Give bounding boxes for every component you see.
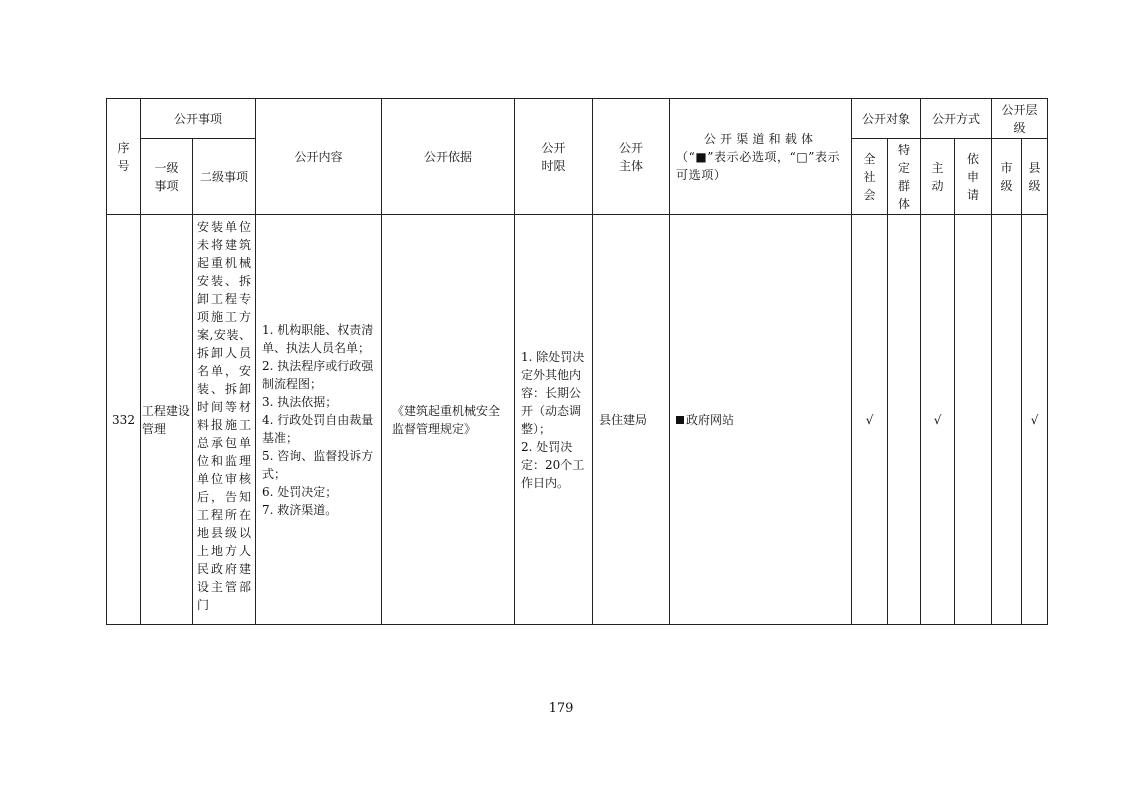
header-target-specific: 特定群体 bbox=[888, 139, 921, 215]
content-item: 7. 救济渠道。 bbox=[262, 502, 338, 517]
header-subject: 公开主体 bbox=[593, 99, 670, 215]
header-target-all: 全社会 bbox=[852, 139, 888, 215]
header-basis: 公开依据 bbox=[382, 99, 515, 215]
header-public-matters: 公开事项 bbox=[141, 99, 256, 139]
required-square-icon bbox=[676, 416, 684, 424]
header-time-limit: 公开时限 bbox=[515, 99, 593, 215]
cell-method-active: √ bbox=[921, 215, 955, 625]
channel-value: 政府网站 bbox=[686, 412, 735, 427]
cell-seq: 332 bbox=[107, 215, 141, 625]
cell-level-county: √ bbox=[1022, 215, 1048, 625]
header-method-active: 主动 bbox=[921, 139, 955, 215]
channel-legend: （“■”表示必选项，“□”表示可选项） bbox=[676, 149, 841, 182]
content-item: 6. 处罚决定； bbox=[262, 484, 338, 499]
cell-subject: 县住建局 bbox=[593, 215, 670, 625]
content-item: 5. 咨询、监督投诉方式； bbox=[262, 448, 374, 481]
header-channel bbox=[670, 99, 852, 215]
cell-content bbox=[256, 215, 382, 625]
cell-channel bbox=[670, 215, 852, 625]
header-method-request: 依申请 bbox=[955, 139, 992, 215]
disclosure-table bbox=[106, 98, 1048, 625]
header-method: 公开方式 bbox=[921, 99, 992, 139]
header-level2: 二级事项 bbox=[193, 139, 256, 215]
cell-time-limit bbox=[515, 215, 593, 625]
header-seq: 序号 bbox=[107, 99, 141, 215]
header-level-city: 市级 bbox=[992, 139, 1022, 215]
content-item: 4. 行政处罚自由裁量基准； bbox=[262, 412, 374, 445]
cell-level-city bbox=[992, 215, 1022, 625]
channel-title: 公开渠道和载体 bbox=[703, 131, 818, 146]
cell-target-all: √ bbox=[852, 215, 888, 625]
header-level1: 一级事项 bbox=[141, 139, 193, 215]
cell-level1: 工程建设管理 bbox=[141, 215, 193, 625]
cell-target-specific bbox=[888, 215, 921, 625]
cell-method-request bbox=[955, 215, 992, 625]
page-number: 179 bbox=[548, 701, 574, 716]
header-level: 公开层级 bbox=[992, 99, 1048, 139]
header-level-county: 县级 bbox=[1022, 139, 1048, 215]
content-item: 1. 机构职能、权责清单、执法人员名单； bbox=[262, 322, 374, 355]
header-content: 公开内容 bbox=[256, 99, 382, 215]
time-limit-item: 2. 处罚决定：20个工作日内。 bbox=[521, 439, 585, 490]
cell-basis: 《建筑起重机械安全监督管理规定》 bbox=[382, 215, 515, 625]
content-item: 3. 执法依据； bbox=[262, 394, 338, 409]
table-row bbox=[107, 215, 1048, 625]
header-target: 公开对象 bbox=[852, 99, 921, 139]
content-item: 2. 执法程序或行政强制流程图； bbox=[262, 358, 374, 391]
cell-level2: 安装单位未将建筑起重机械安装、拆卸工程专项施工方案,安装、拆卸人员名单，安装、拆卸时间等材料报施工总承包单位和监理单位审核后，告知工程所在地县级以上地方人民政府建设主管部门 bbox=[193, 215, 256, 625]
time-limit-item: 1. 除处罚决定外其他内容：长期公开（动态调整）； bbox=[521, 349, 585, 436]
